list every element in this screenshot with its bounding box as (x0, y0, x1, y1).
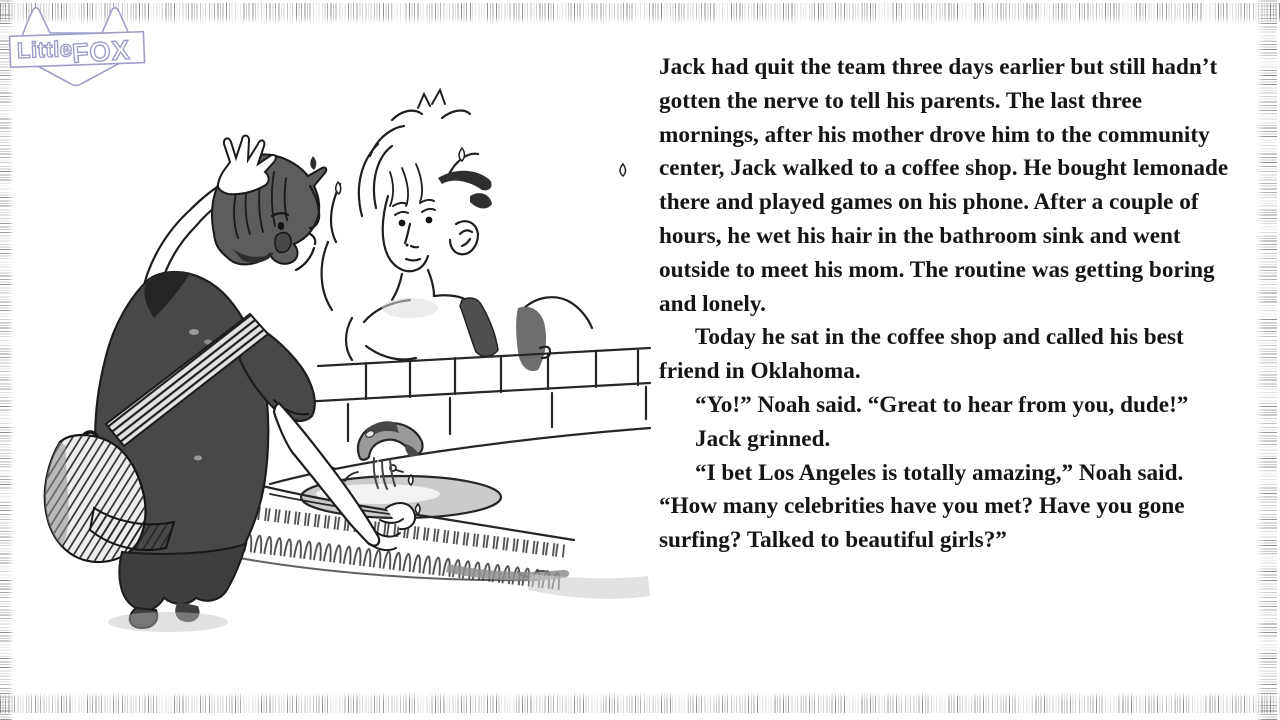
mirror-reflection (310, 90, 625, 371)
logo-text-fox: FOX (71, 34, 132, 69)
mirror-edge-lines (322, 184, 352, 360)
reflection-strap (460, 298, 498, 356)
reflection-mouth (406, 259, 420, 261)
reflection-eye-right (426, 217, 433, 224)
reflection-eye-left (399, 220, 406, 227)
reflection-ear (450, 221, 478, 254)
story-paragraph: Jack had quit the team three days earlier but still hadn’t gotten the nerve to tell his parents. The last three mornings, after his mother drove him to the community center, Jack walked to a coffee shop. He bought lemonade there and played games on his phone. After a couple of hours, he wet his hair in the bathroom sink and went outside to meet his mom. The routine was getting boring and lonely. (659, 54, 1229, 317)
story-illustration (18, 56, 652, 664)
faucet (358, 421, 422, 460)
counter-underside-wash (528, 574, 650, 599)
scribble-border-bottom (0, 693, 1280, 713)
floor-shadow (108, 612, 228, 632)
reflection-face (383, 196, 428, 271)
story-paragraph: “I bet Los Angeles is totally amazing,” Noah said. “How many celebrities have you met? Have you gone surfing? Talked to beautiful girls?” (659, 459, 1185, 554)
story-text (659, 51, 1235, 558)
sink-counter (210, 421, 650, 599)
reflection-dark-hair (438, 171, 492, 209)
tile-wall (300, 348, 650, 441)
reflection-shoulder-wash (516, 307, 546, 371)
boy-shorts (119, 544, 246, 610)
story-paragraph: “Yo!” Noah said. “Great to hear from you, dude!” (695, 391, 1189, 418)
logo-text-little: Little (16, 36, 73, 64)
story-paragraph: Jack grinned. (695, 425, 831, 452)
scribble-border-left (0, 0, 13, 720)
story-illustration-svg (18, 56, 652, 664)
scribble-border-right (1257, 0, 1277, 720)
story-paragraph: Today he sat in the coffee shop and called his best friend in Oklahoma. (659, 324, 1184, 385)
scribble-border-top (0, 3, 1280, 23)
